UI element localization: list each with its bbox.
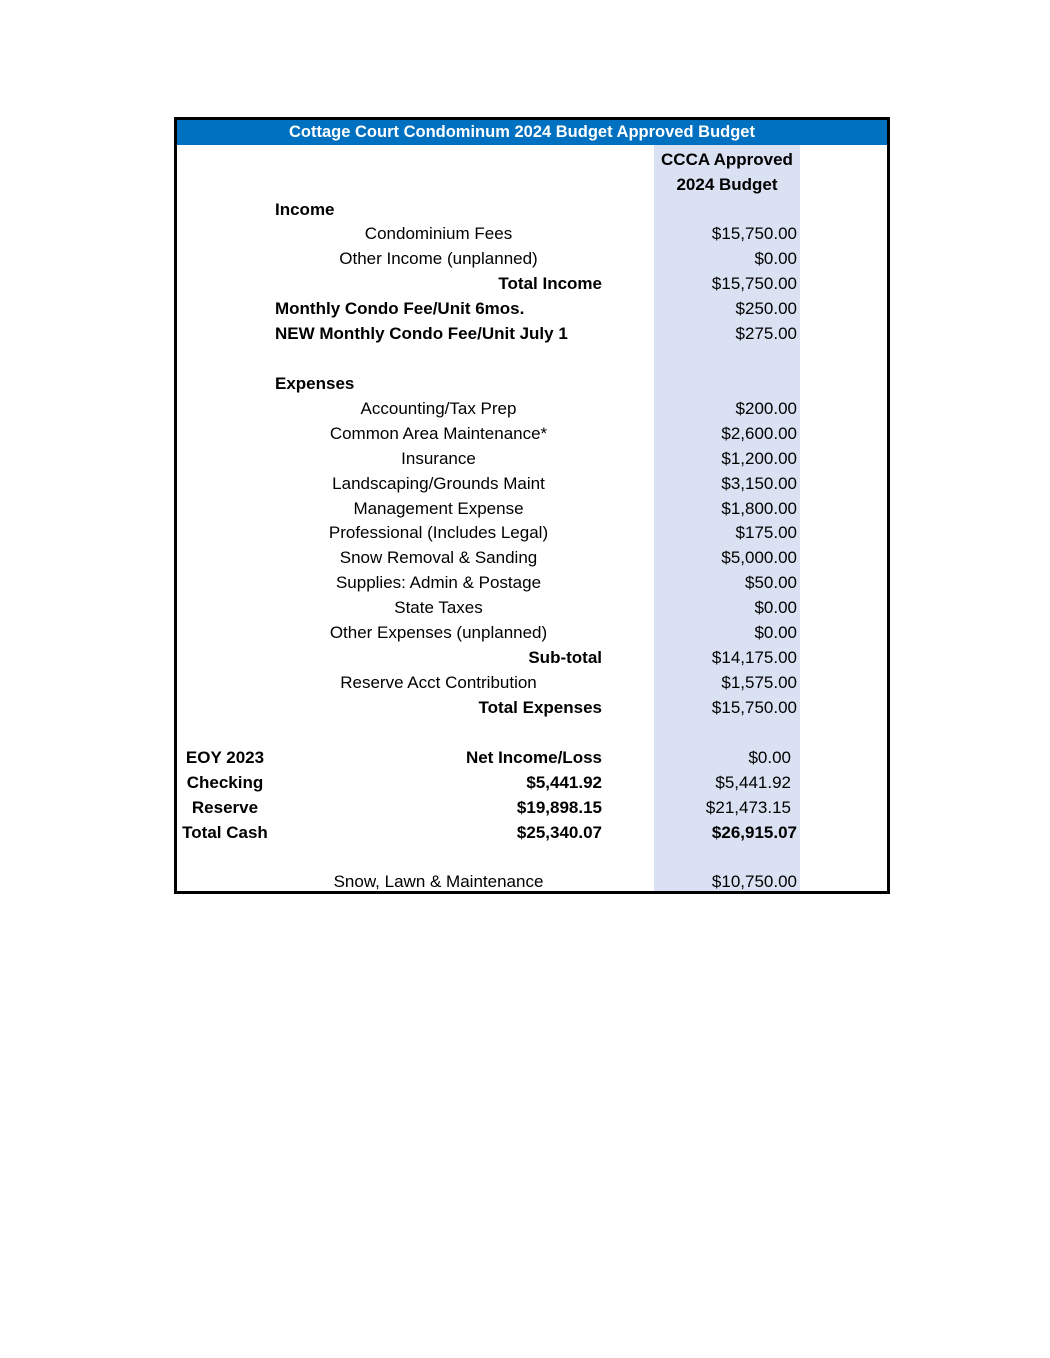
checking-budget-amount: $5,441.92 xyxy=(715,773,791,792)
subtotal-label: Sub-total xyxy=(528,648,602,667)
new-monthly-fee-amount: $275.00 xyxy=(735,324,797,343)
expense-item-label: State Taxes xyxy=(394,598,483,617)
reserve-contribution-label: Reserve Acct Contribution xyxy=(340,673,537,692)
expense-item-amount: $3,150.00 xyxy=(721,474,797,493)
title-bar xyxy=(177,120,887,145)
net-income-label: Net Income/Loss xyxy=(465,748,602,767)
expense-item-amount: $5,000.00 xyxy=(721,548,797,567)
column-header-line1: CCCA Approved xyxy=(661,150,793,169)
eoy-label: EOY 2023 xyxy=(185,748,265,767)
subtotal-amount: $14,175.00 xyxy=(711,648,797,667)
expense-item-amount: $0.00 xyxy=(754,598,797,617)
expense-item-amount: $1,200.00 xyxy=(721,449,797,468)
reserve-contribution-amount: $1,575.00 xyxy=(721,673,797,692)
expense-item-label: Common Area Maintenance* xyxy=(329,424,548,443)
expense-item-label: Professional (Includes Legal) xyxy=(328,523,549,542)
expense-item-amount: $2,600.00 xyxy=(721,424,797,443)
income-heading: Income xyxy=(275,200,335,219)
snow-lawn-label: Snow, Lawn & Maintenance xyxy=(333,872,544,891)
condo-fees-label: Condominium Fees xyxy=(364,224,513,243)
total-income-amount: $15,750.00 xyxy=(711,274,797,293)
budget-sheet xyxy=(174,117,890,894)
new-monthly-fee-label: NEW Monthly Condo Fee/Unit July 1 xyxy=(275,324,568,343)
total-expenses-label: Total Expenses xyxy=(478,698,602,717)
checking-eoy-amount: $5,441.92 xyxy=(526,773,602,792)
condo-fees-amount: $15,750.00 xyxy=(711,224,797,243)
budget-title: Cottage Court Condominum 2024 Budget Approved Budget xyxy=(289,123,755,141)
total-cash-eoy-amount: $25,340.07 xyxy=(516,823,602,842)
expense-item-label: Supplies: Admin & Postage xyxy=(335,573,542,592)
reserve-label: Reserve xyxy=(191,798,259,817)
monthly-fee-amount: $250.00 xyxy=(735,299,797,318)
expense-item-amount: $50.00 xyxy=(745,573,797,592)
column-header-line2: 2024 Budget xyxy=(676,175,778,194)
total-expenses-amount: $15,750.00 xyxy=(711,698,797,717)
expense-item-label: Other Expenses (unplanned) xyxy=(329,623,548,642)
monthly-fee-label: Monthly Condo Fee/Unit 6mos. xyxy=(275,299,525,318)
expense-item-label: Landscaping/Grounds Maint xyxy=(332,474,545,493)
expense-item-label: Snow Removal & Sanding xyxy=(339,548,538,567)
expense-item-amount: $0.00 xyxy=(754,623,797,642)
checking-label: Checking xyxy=(186,773,264,792)
total-income-label: Total Income xyxy=(498,274,602,293)
net-income-amount: $0.00 xyxy=(748,748,791,767)
expense-item-amount: $1,800.00 xyxy=(721,499,797,518)
expense-item-amount: $200.00 xyxy=(735,399,797,418)
total-cash-label: Total Cash xyxy=(182,823,268,842)
reserve-eoy-amount: $19,898.15 xyxy=(516,798,602,817)
reserve-budget-amount: $21,473.15 xyxy=(705,798,791,817)
expense-item-label: Management Expense xyxy=(353,499,524,518)
total-cash-budget-amount: $26,915.07 xyxy=(711,823,797,842)
snow-lawn-amount: $10,750.00 xyxy=(711,872,797,891)
expense-item-label: Accounting/Tax Prep xyxy=(360,399,517,418)
other-income-label: Other Income (unplanned) xyxy=(339,249,538,268)
expense-item-label: Insurance xyxy=(401,449,476,468)
expenses-heading: Expenses xyxy=(275,374,355,393)
expense-item-amount: $175.00 xyxy=(735,523,797,542)
other-income-amount: $0.00 xyxy=(754,249,797,268)
